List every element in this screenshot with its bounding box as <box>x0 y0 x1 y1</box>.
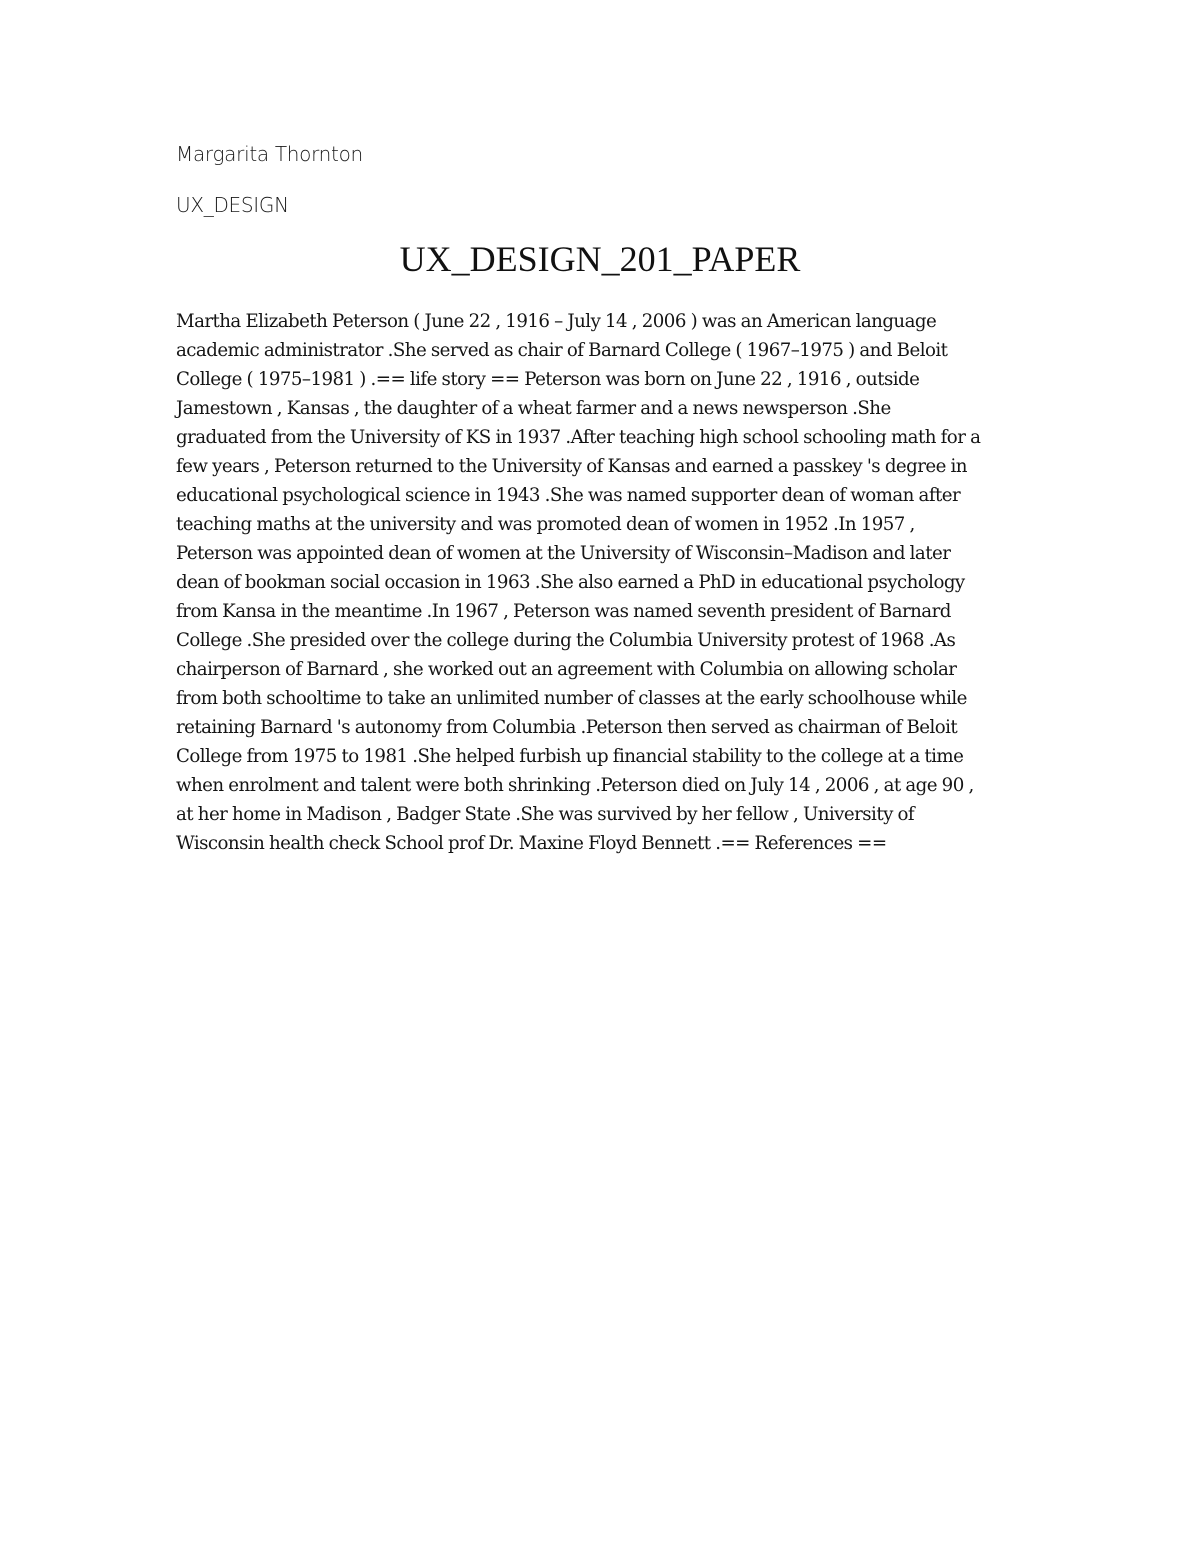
body-line: few years , Peterson returned to the University of Kansas and earned a passkey 's degree in <box>176 456 967 477</box>
course-name: UX_DESIGN <box>176 193 289 217</box>
body-line: Peterson was appointed dean of women at the University of Wisconsin–Madison and later <box>176 543 951 564</box>
body-line: dean of bookman social occasion in 1963 .She also earned a PhD in educational psychology <box>176 572 965 593</box>
author-name: Margarita Thornton <box>176 142 363 166</box>
body-line: from both schooltime to take an unlimited number of classes at the early schoolhouse while <box>176 688 967 709</box>
body-line: retaining Barnard 's autonomy from Columbia .Peterson then served as chairman of Beloit <box>176 717 958 738</box>
body-line: College ( 1975–1981 ) .== life story == Peterson was born on June 22 , 1916 , outside <box>176 369 920 390</box>
body-line: educational psychological science in 1943 .She was named supporter dean of woman after <box>176 485 961 506</box>
body-line: College .She presided over the college during the Columbia University protest of 1968 .As <box>176 630 956 651</box>
body-line: Martha Elizabeth Peterson ( June 22 , 1916 – July 14 , 2006 ) was an American language <box>176 311 937 332</box>
body-line: teaching maths at the university and was promoted dean of women in 1952 .In 1957 , <box>176 514 915 535</box>
body-line: from Kansa in the meantime .In 1967 , Peterson was named seventh president of Barnard <box>176 601 951 622</box>
body-line: when enrolment and talent were both shrinking .Peterson died on July 14 , 2006 , at age 90 , <box>176 775 974 796</box>
body-line: graduated from the University of KS in 1937 .After teaching high school schooling math for a <box>176 427 981 448</box>
body-line: Wisconsin health check School prof Dr. Maxine Floyd Bennett .== References == <box>176 833 887 854</box>
body-line: at her home in Madison , Badger State .She was survived by her fellow , University of <box>176 804 915 825</box>
paper-title: UX_DESIGN_201_PAPER <box>399 239 801 279</box>
body-paragraph <box>176 307 1036 858</box>
body-line: College from 1975 to 1981 .She helped furbish up financial stability to the college at a time <box>176 746 964 767</box>
body-line: Jamestown , Kansas , the daughter of a wheat farmer and a news newsperson .She <box>176 398 891 419</box>
body-line: academic administrator .She served as chair of Barnard College ( 1967–1975 ) and Beloit <box>176 340 948 361</box>
body-line: chairperson of Barnard , she worked out an agreement with Columbia on allowing scholar <box>176 659 957 680</box>
